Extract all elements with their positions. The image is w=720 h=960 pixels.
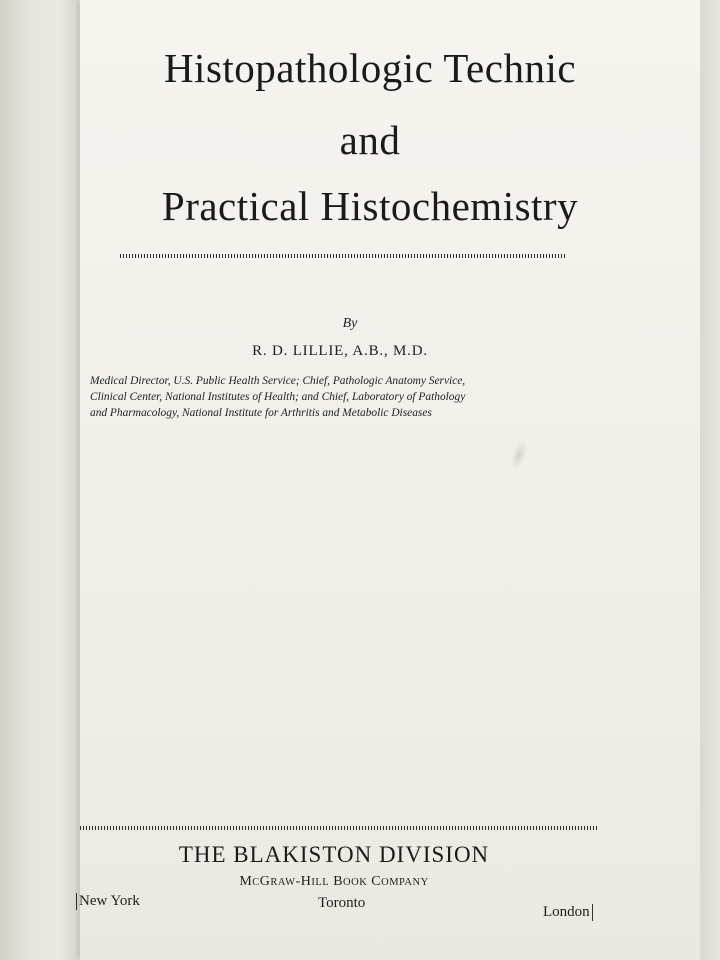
city-toronto: Toronto: [318, 895, 366, 911]
author-credentials: [90, 373, 602, 421]
credentials-line-3: and Pharmacology, National Institute for Arthritis and Metabolic Diseases: [90, 407, 432, 419]
publisher-company: MCGRAW-HILL BOOK COMPANY: [239, 874, 429, 889]
bottom-decorative-rule: [80, 826, 598, 830]
author-name: R. D. LILLIE, A.B., M.D.: [252, 343, 428, 359]
credentials-line-1: Medical Director, U.S. Public Health Service; Chief, Pathologic Anatomy Service,: [90, 375, 466, 387]
title-line-2: and: [339, 117, 401, 163]
right-page-edge: [700, 0, 720, 960]
city-new-york: New York: [76, 893, 140, 910]
credentials-line-2: Clinical Center, National Institutes of Health; and Chief, Laboratory of Pathology: [90, 391, 466, 403]
left-page-edge: [0, 0, 78, 960]
top-decorative-rule: [120, 254, 566, 258]
by-label: By: [342, 316, 358, 331]
title-line-1: Histopathologic Technic: [163, 45, 577, 91]
title-line-3: Practical Histochemistry: [161, 183, 579, 229]
publisher-division: THE BLAKISTON DIVISION: [178, 842, 490, 867]
city-london: London: [543, 904, 593, 921]
